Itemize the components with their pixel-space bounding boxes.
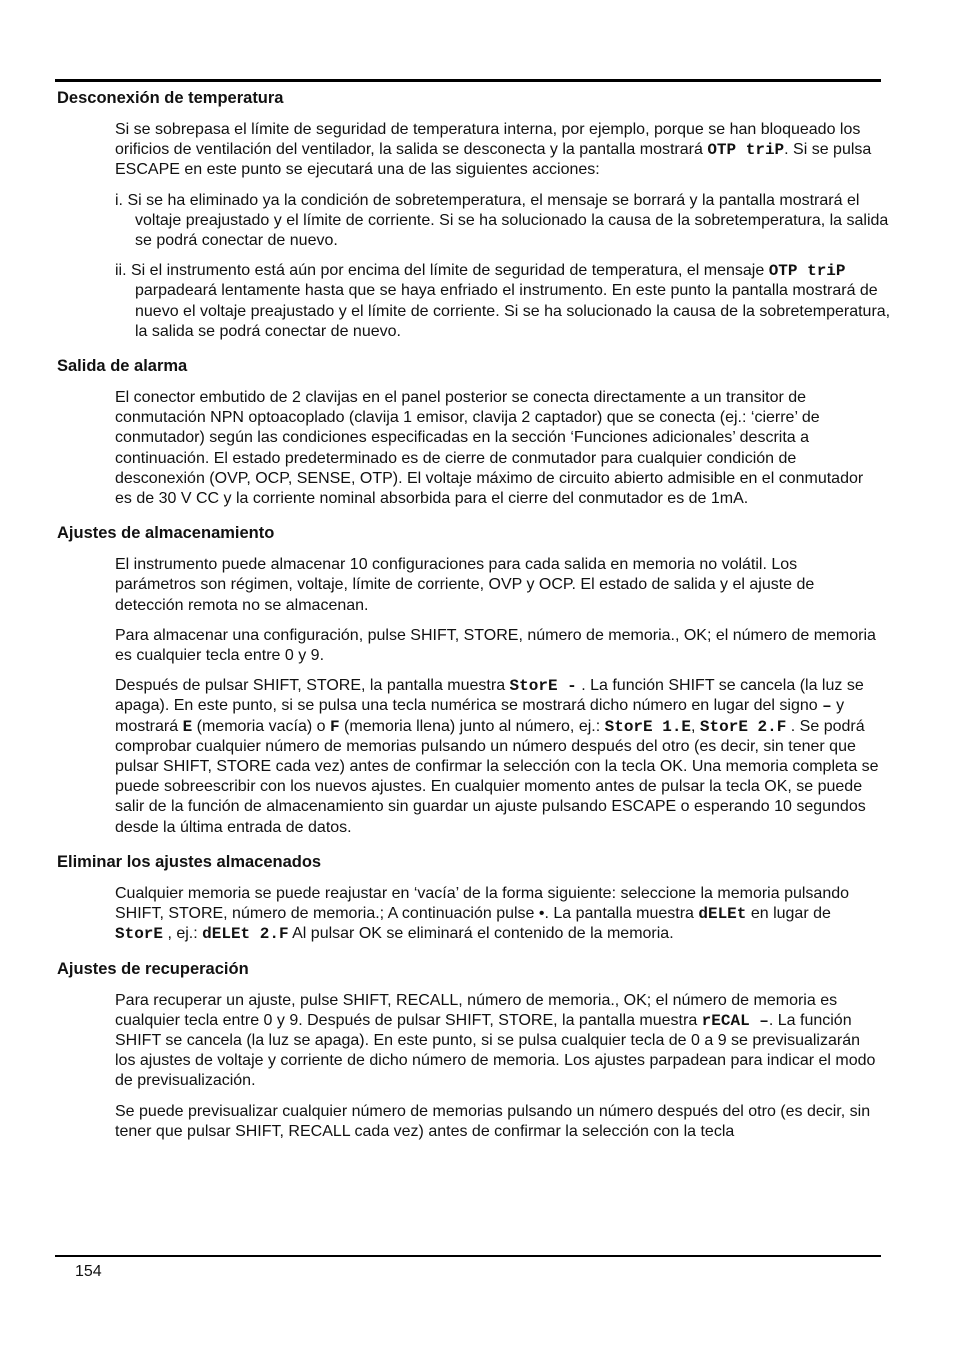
display-code: OTP triP	[707, 141, 785, 160]
top-rule	[55, 79, 881, 82]
section	[57, 852, 882, 945]
page-number: 154	[75, 1263, 102, 1280]
paragraph	[115, 388, 881, 509]
paragraph	[115, 120, 881, 181]
display-code: –	[822, 697, 832, 716]
page-content	[57, 88, 891, 1156]
text-run: y mostrará	[115, 697, 845, 735]
display-code: rECAL –	[701, 1011, 769, 1030]
section	[57, 88, 891, 342]
section	[57, 356, 882, 509]
text-run: Cualquier memoria se puede reajustar en ‘vacía’ de la forma siguiente: seleccione la memoria pulsando SHIFT, STORE, número de memoria.; A continuación pulse •. La pantalla muestra	[115, 884, 850, 923]
section-heading: Eliminar los ajustes almacenados	[57, 852, 322, 871]
text-run: Se puede previsualizar cualquier número de memorias pulsando un número después del otro (es decir, sin tener que pulsar SHIFT, RECALL cada vez) antes de confirmar la selección con la tecla	[115, 1102, 871, 1140]
text-run: (memoria vacía) o	[192, 717, 330, 735]
paragraph	[115, 991, 881, 1092]
text-run: Para almacenar una configuración, pulse SHIFT, STORE, número de memoria., OK; el número de memoria es cualquier tecla entre 0 y 9.	[115, 626, 876, 665]
display-code: StorE -	[509, 677, 577, 696]
display-code: dELEt 2.F	[202, 925, 289, 944]
paragraph	[115, 676, 881, 838]
display-code: E	[182, 717, 193, 736]
paragraph	[115, 1102, 881, 1142]
text-run: , ej.:	[163, 925, 203, 943]
text-run: ,	[691, 717, 700, 735]
section-heading: Ajustes de almacenamiento	[57, 524, 275, 543]
text-run: parpadeará lentamente hasta que se haya enfriado el instrumento. En este punto la pantalla mostrará de nuevo el voltaje preajustado y el límite de corriente. Si se ha solucionado la causa de la sobretemperatura, la salida se podrá conectar de nuevo.	[135, 282, 891, 340]
text-run: . La función SHIFT se cancela (la luz se apaga). En este punto, si se pulsa una tecla numérica se mostrará dicho número en lugar del signo	[115, 677, 864, 715]
section-heading: Ajustes de recuperación	[57, 959, 249, 978]
display-code: OTP triP	[768, 262, 846, 281]
text-run: Al pulsar OK se eliminará el contenido de la memoria.	[288, 925, 674, 943]
text-run: Para recuperar un ajuste, pulse SHIFT, RECALL, número de memoria., OK; el número de memoria es cualquier tecla entre 0 y 9. Después de pulsar SHIFT, STORE, la pantalla muestra	[115, 991, 838, 1029]
display-code: StorE 1.E	[604, 717, 692, 736]
display-code: StorE	[115, 925, 164, 944]
bottom-rule	[55, 1255, 881, 1257]
display-code: dELEt	[698, 905, 747, 924]
section	[57, 523, 882, 838]
text-run: . Si se pulsa ESCAPE en este punto se ejecutará una de las siguientes acciones:	[115, 141, 872, 179]
text-run: i. Si se ha eliminado ya la condición de sobretemperatura, el mensaje se borrará y la pantalla mostrará el voltaje preajustado y el límite de corriente. Si se ha solucionado la causa de la sobretemperatura, la salida se podrá conectar de nuevo.	[115, 191, 889, 250]
display-code: F	[330, 717, 340, 736]
text-run: Si se sobrepasa el límite de seguridad de temperatura interna, por ejemplo, porque se han bloqueado los orificios de ventilación del ventilador, la salida se desconecta y la pantalla mostrará	[115, 121, 861, 159]
section-heading: Desconexión de temperatura	[57, 89, 284, 107]
paragraph	[115, 555, 881, 616]
section-heading: Salida de alarma	[57, 357, 188, 376]
text-run: El instrumento puede almacenar 10 configuraciones para cada salida en memoria no volátil. Los parámetros son régimen, voltaje, límite de corriente, OVP y OCP. El estado de salida y el ajuste de detección remota no se almacenan.	[115, 556, 815, 614]
text-run: en lugar de	[746, 905, 831, 923]
text-run: . La función SHIFT se cancela (la luz se apaga). En este punto, si se pulsa cualquier tecla de 0 a 9 se previsualizarán los ajustes de voltaje y corriente de dicho número de memoria. Los ajustes parpadean para indicar el modo de previsualización.	[115, 1011, 876, 1090]
display-code: StorE 2.F	[699, 717, 787, 736]
paragraph	[115, 884, 881, 945]
text-run: El conector embutido de 2 clavijas en el panel posterior se conecta directamente a un transitor de conmutación NPN optoacoplado (clavija 1 emisor, clavija 2 captador) que se conecta (ej.: ‘cierre’ de conmutador) según las condiciones especificadas en la sección ‘Funciones adicionales’ descrita a continuación. El estado predeterminado es de cierre de conmutador para cualquier condición de desconexión (OVP, OCP, SENSE, OTP). El voltaje máximo de circuito abierto admisible en el conmutador es de 30 V CC y la corriente nominal absorbida para el cierre del conmutador es de 1mA.	[115, 389, 864, 508]
text-run: Después de pulsar SHIFT, STORE, la pantalla muestra	[115, 677, 510, 695]
text-run: ii. Si el instrumento está aún por encima del límite de seguridad de temperatura, el mensaje	[115, 262, 769, 280]
paragraph	[115, 626, 881, 666]
text-run: . Se podrá comprobar cualquier número de memorias pulsando un número después del otro (es decir, sin tener que pulsar SHIFT, STORE cada vez) antes de confirmar la selección con la tecla OK. Una memoria completa se puede sobreescribir con los nuevos ajustes. En cualquier momento antes de pulsar la tecla OK, se puede salir de la función de almacenamiento sin guardar un ajuste pulsando ESCAPE o esperando 10 segundos desde la última entrada de datos.	[115, 717, 879, 836]
list-item	[115, 261, 901, 342]
text-run: (memoria llena) junto al número, ej.:	[339, 717, 605, 735]
section	[57, 959, 882, 1142]
list-item	[115, 191, 901, 252]
